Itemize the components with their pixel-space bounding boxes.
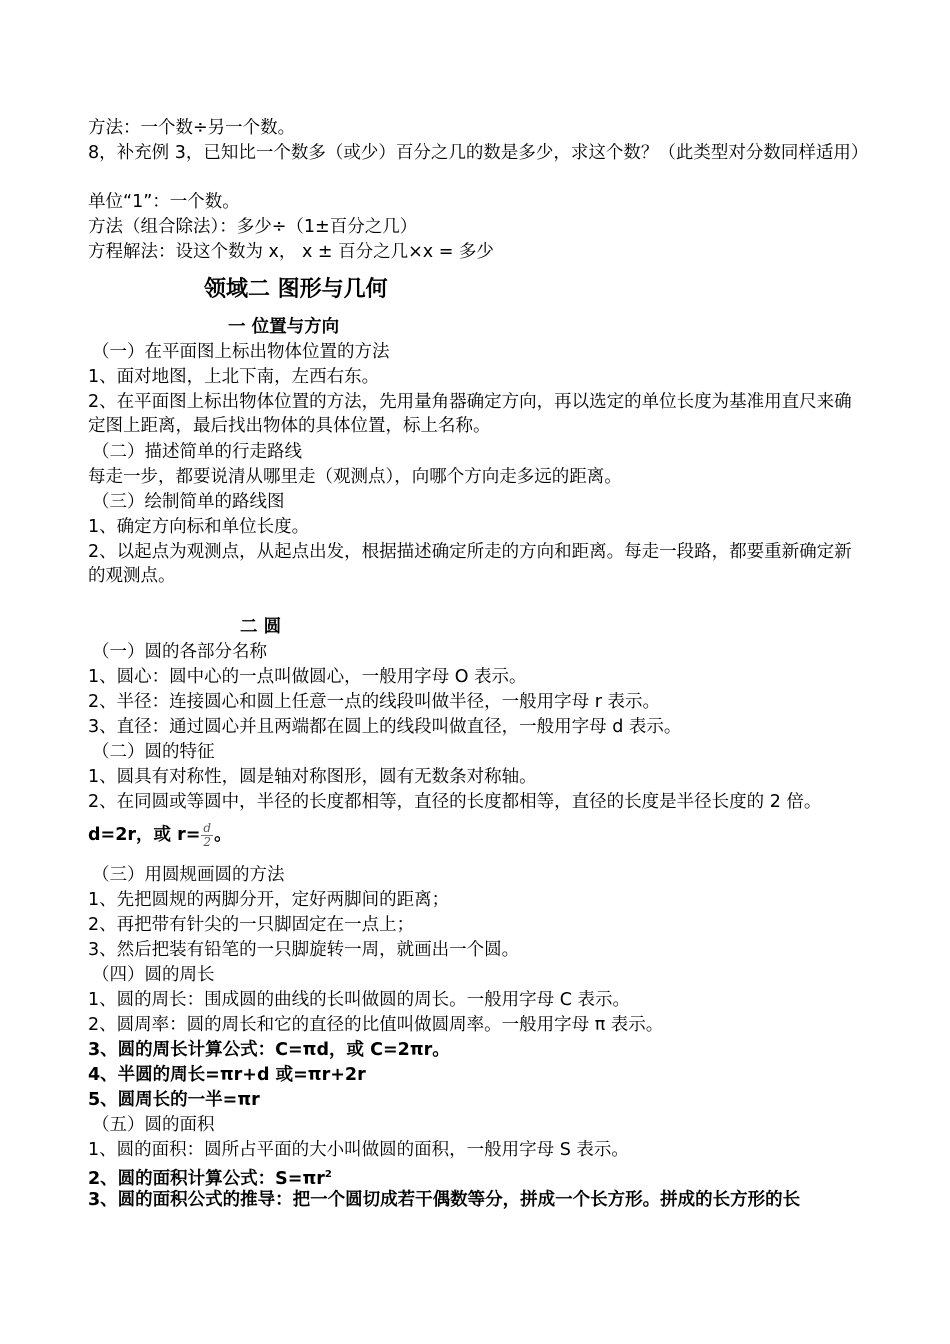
formula-suffix: 。: [214, 825, 232, 845]
section-circle-title: 二 圆: [240, 617, 282, 637]
section-position-direction-title: 一 位置与方向: [228, 317, 340, 337]
paragraph: 1、圆心：圆中心的一点叫做圆心，一般用字母 O 表示。: [88, 667, 527, 687]
paragraph: 2、再把带有针尖的一只脚固定在一点上；: [88, 915, 415, 935]
unit-one-line: 单位“1”：一个数。: [88, 192, 240, 212]
area-formula: [88, 1163, 332, 1191]
paragraph: 1、圆的周长：围成圆的曲线的长叫做圆的周长。一般用字母 C 表示。: [88, 990, 630, 1010]
semicircle-perimeter: 4、半圆的周长=πr+d 或=πr+2r: [88, 1065, 366, 1085]
subsection-area: （五）圆的面积: [92, 1115, 215, 1135]
subsection-mark-position: （一）在平面图上标出物体位置的方法: [92, 342, 390, 362]
combined-division-line: 方法（组合除法）：多少÷（1±百分之几）: [88, 217, 418, 237]
equation-method-line: 方程解法：设这个数为 x， x ± 百分之几×x = 多少: [88, 242, 494, 262]
paragraph: 1、面对地图，上北下南，左西右东。: [88, 367, 380, 387]
subsection-circumference: （四）圆的周长: [92, 965, 215, 985]
area-derivation: 3、圆的面积公式的推导：把一个圆切成若干偶数等分，拼成一个长方形。拼成的长方形的长: [88, 1190, 801, 1210]
paragraph: 1、确定方向标和单位长度。: [88, 517, 310, 537]
fraction-d-over-2: [201, 822, 213, 849]
circumference-formula: 3、圆的周长计算公式：C=πd，或 C=2πr。: [88, 1040, 450, 1060]
method-line: 方法：一个数÷另一个数。: [88, 118, 296, 138]
paragraph: 2、以起点为观测点，从起点出发，根据描述确定所走的方向和距离。每走一段路，都要重新确定新的观测点。: [88, 542, 852, 586]
area-formula-exponent: 2: [324, 1169, 332, 1180]
paragraph: 2、在平面图上标出物体位置的方法，先用量角器确定方向，再以选定的单位长度为基准用直尺来确定图上距离，最后找出物体的具体位置，标上名称。: [88, 392, 852, 436]
formula-prefix: d=2r，或 r=: [88, 825, 201, 845]
paragraph: 1、先把圆规的两脚分开，定好两脚间的距离；: [88, 890, 450, 910]
subsection-route: （二）描述简单的行走路线: [92, 442, 302, 462]
subsection-compass: （三）用圆规画圆的方法: [92, 865, 285, 885]
example-3-line: 8，补充例 3，已知比一个数多（或少）百分之几的数是多少，求这个数？（此类型对分数同样适用）: [88, 143, 869, 163]
diameter-formula: [88, 818, 232, 852]
paragraph: 每走一步，都要说清从哪里走（观测点），向哪个方向走多远的距离。: [88, 467, 622, 487]
subsection-circle-parts: （一）圆的各部分名称: [92, 642, 267, 662]
subsection-circle-features: （二）圆的特征: [92, 742, 215, 762]
domain-two-title: 领域二 图形与几何: [204, 277, 388, 302]
paragraph: 1、圆具有对称性，圆是轴对称图形，圆有无数条对称轴。: [88, 767, 537, 787]
fraction-denominator: 2: [203, 834, 212, 849]
paragraph: 2、圆周率：圆的周长和它的直径的比值叫做圆周率。一般用字母 π 表示。: [88, 1015, 664, 1035]
fraction-numerator: d: [203, 820, 212, 835]
subsection-route-map: （三）绘制简单的路线图: [92, 492, 285, 512]
paragraph: 3、然后把装有铅笔的一只脚旋转一周，就画出一个圆。: [88, 940, 520, 960]
paragraph: 1、圆的面积：圆所占平面的大小叫做圆的面积，一般用字母 S 表示。: [88, 1140, 629, 1160]
paragraph: 2、半径：连接圆心和圆上任意一点的线段叫做半径，一般用字母 r 表示。: [88, 692, 660, 712]
paragraph: 2、在同圆或等圆中，半径的长度都相等，直径的长度都相等，直径的长度是半径长度的 2 倍。: [88, 792, 822, 812]
paragraph: 3、直径：通过圆心并且两端都在圆上的线段叫做直径，一般用字母 d 表示。: [88, 717, 682, 737]
half-circumference: 5、圆周长的一半=πr: [88, 1090, 260, 1110]
area-formula-text: 2、圆的面积计算公式：S=πr: [88, 1168, 325, 1189]
